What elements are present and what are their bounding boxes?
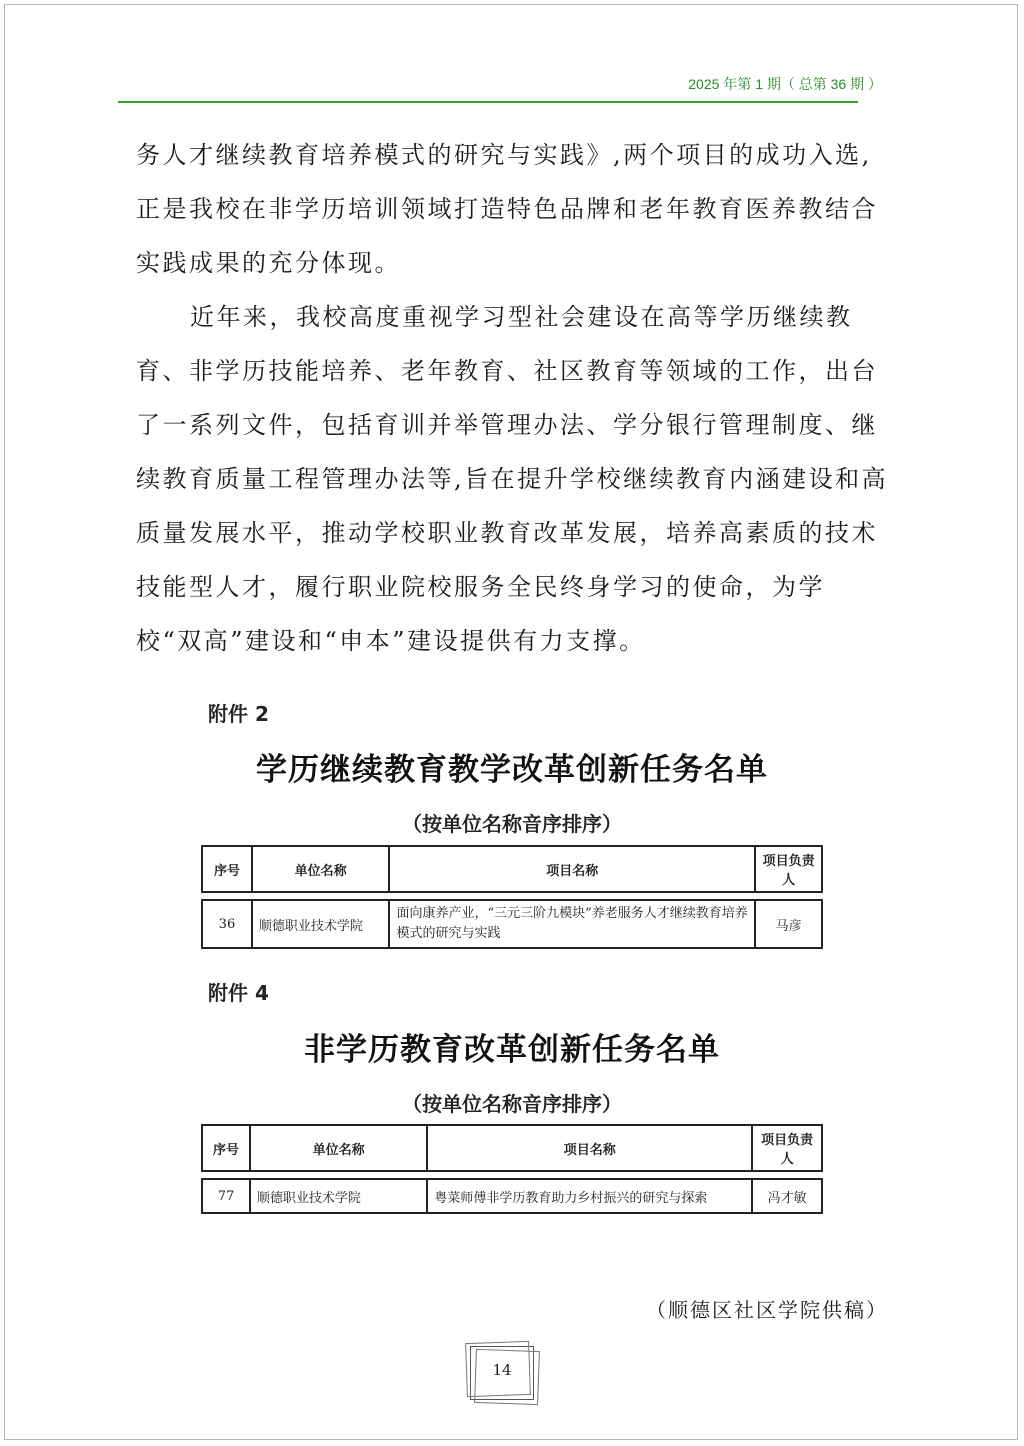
- row-serial: 36: [202, 900, 252, 948]
- source-credit: （顺德区社区学院供稿）: [646, 1298, 888, 1322]
- table-row: [202, 1179, 822, 1213]
- header-project: 项目名称: [427, 1125, 752, 1171]
- row-serial: 77: [202, 1179, 250, 1213]
- row-project: 面向康养产业，“三元三阶九模块”养老服务人才继续教育培养模式的研究与实践: [389, 900, 755, 948]
- header-serial: 序号: [202, 846, 252, 892]
- table-header-row: [202, 1125, 822, 1171]
- annex-4-note: （按单位名称音序排序）: [402, 1092, 622, 1116]
- header-project: 项目名称: [389, 846, 755, 892]
- header-leader: 项目负责人: [752, 1125, 822, 1171]
- row-project: 粤菜师傅非学历教育助力乡村振兴的研究与探索: [427, 1179, 752, 1213]
- annex-2-table: [201, 845, 823, 949]
- table-row: [202, 900, 822, 948]
- header-divider: [118, 101, 858, 103]
- annex-2-title: 学历继续教育教学改革创新任务名单: [256, 752, 768, 788]
- row-unit: 顺德职业技术学院: [252, 900, 390, 948]
- row-leader: 冯才敏: [752, 1179, 822, 1213]
- issue-header: 2025 年第 1 期（ 总第 36 期 ）: [688, 76, 882, 92]
- header-unit: 单位名称: [252, 846, 390, 892]
- row-leader: 马彦: [755, 900, 822, 948]
- annex-4-label: 附件 4: [208, 981, 269, 1005]
- header-serial: 序号: [202, 1125, 250, 1171]
- paragraph-1: 务人才继续教育培养模式的研究与实践》,两个项目的成功入选,正是我校在非学历培训领域打造特色品牌和老年教育医养教结合实践成果的充分体现。: [136, 141, 878, 277]
- table-header-row: [202, 846, 822, 892]
- row-unit: 顺德职业技术学院: [250, 1179, 427, 1213]
- annex-2-note: （按单位名称音序排序）: [402, 812, 622, 836]
- body-text: [136, 128, 892, 668]
- page-number: 14: [492, 1361, 512, 1379]
- annex-4-title: 非学历教育改革创新任务名单: [304, 1032, 720, 1068]
- header-leader: 项目负责人: [755, 846, 822, 892]
- annex-4-table: [201, 1124, 823, 1214]
- page-number-frame: [470, 1346, 534, 1400]
- paragraph-2: 近年来，我校高度重视学习型社会建设在高等学历继续教育、非学历技能培养、老年教育、社区教育等领域的工作，出台了一系列文件，包括育训并举管理办法、学分银行管理制度、继续教育质量工程管理办法等,旨在提升学校继续教育内涵建设和高质量发展水平，推动学校职业教育改革发展，培养高素质的技术技能型人才，履行职业院校服务全民终身学习的使命，为学校“双高”建设和“申本”建设提供有力支撑。: [136, 303, 889, 655]
- annex-2-label: 附件 2: [208, 702, 269, 726]
- header-unit: 单位名称: [250, 1125, 427, 1171]
